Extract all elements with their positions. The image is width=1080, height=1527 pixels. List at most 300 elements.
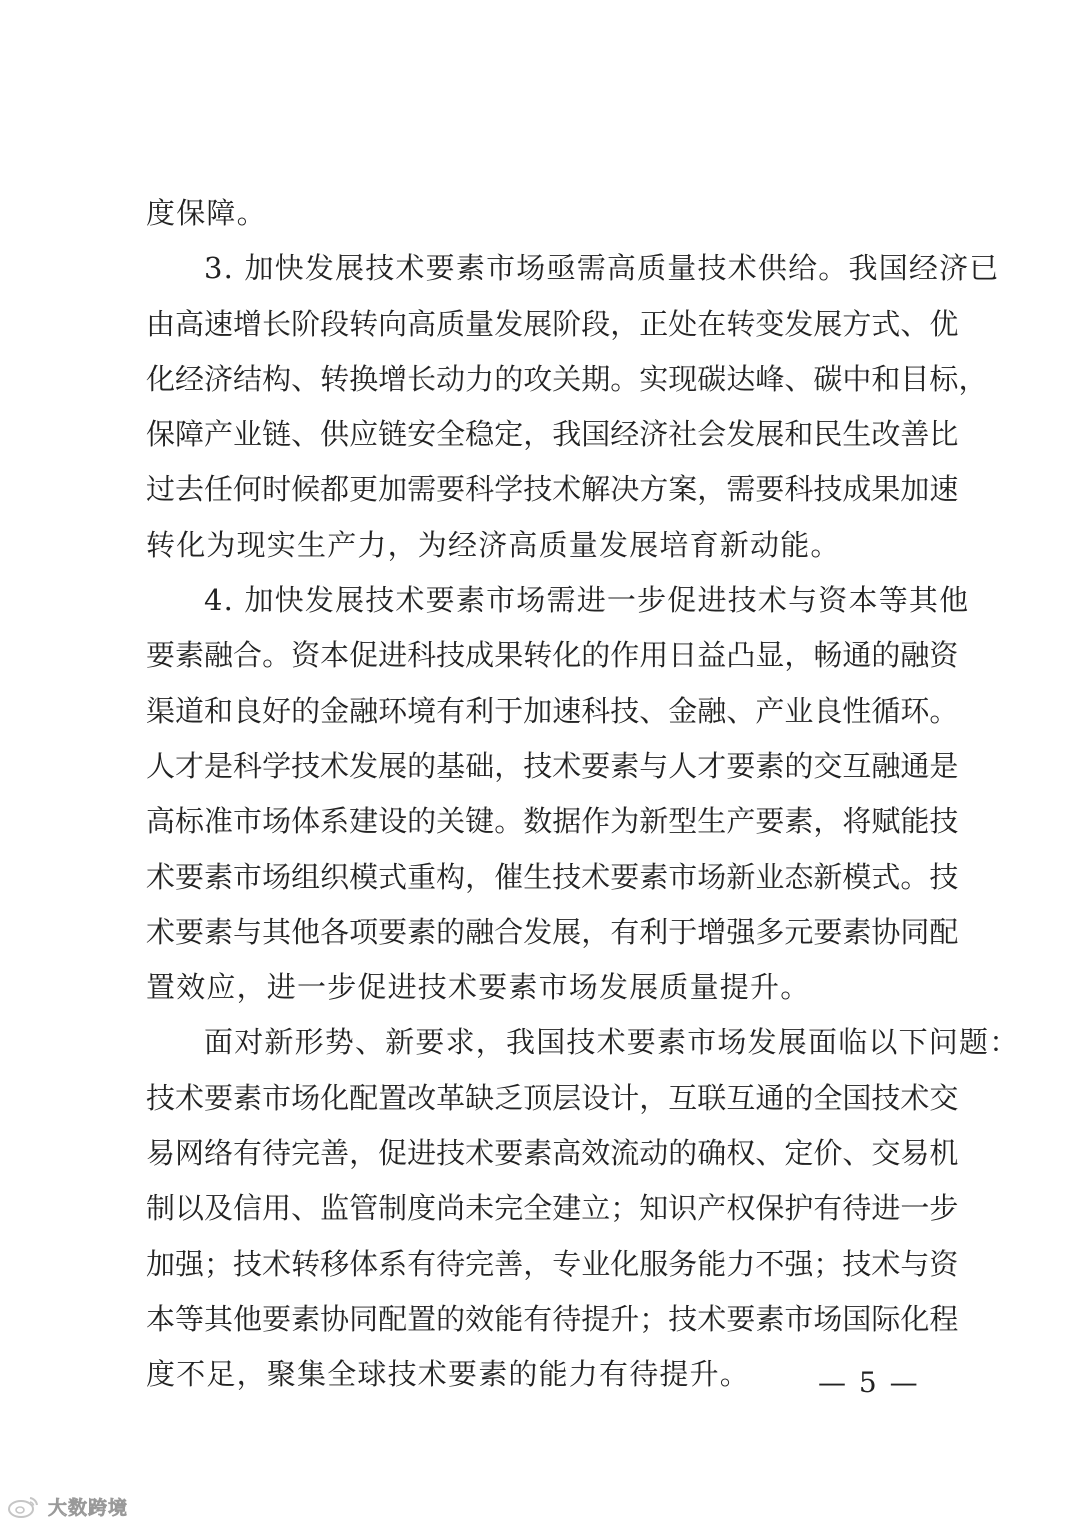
text-char: 知 bbox=[639, 1191, 669, 1226]
text-char: 科 bbox=[465, 472, 495, 507]
text-char: 准 bbox=[204, 804, 234, 839]
text-char: 技 bbox=[842, 1246, 872, 1281]
text-char: 术 bbox=[552, 748, 582, 783]
text-char: 础 bbox=[465, 748, 495, 783]
text-char: 案 bbox=[668, 472, 698, 507]
text-char: ， bbox=[494, 748, 524, 783]
text-char: 实 bbox=[639, 361, 669, 396]
text-char: 场 bbox=[291, 1080, 321, 1115]
text-char: 方 bbox=[842, 306, 872, 341]
text-char: 良 bbox=[813, 693, 843, 728]
text-char: 换 bbox=[349, 361, 379, 396]
text-char: 峰 bbox=[755, 361, 785, 396]
text-line bbox=[146, 794, 959, 849]
text-char: 术 bbox=[697, 1301, 727, 1336]
text-char: 、 bbox=[784, 361, 814, 396]
text-char: 要 bbox=[146, 638, 176, 673]
text-char: 。 bbox=[494, 804, 524, 839]
text-char: 的 bbox=[871, 638, 901, 673]
text-char: 民 bbox=[813, 417, 843, 452]
text-char: 乏 bbox=[494, 1080, 524, 1115]
text-char: 网 bbox=[175, 1136, 205, 1171]
text-char: 态 bbox=[784, 859, 814, 894]
text-char: 成 bbox=[465, 638, 495, 673]
text-char: 要 bbox=[755, 472, 785, 507]
text-char: 环 bbox=[900, 693, 930, 728]
text-char: 构 bbox=[436, 859, 466, 894]
text-char: 生 bbox=[842, 417, 872, 452]
text-char: 成 bbox=[842, 472, 872, 507]
text-char: 展 bbox=[813, 306, 843, 341]
text-char: 素 bbox=[755, 748, 785, 783]
text-char: 信 bbox=[233, 1191, 263, 1226]
text-char: 要 bbox=[726, 748, 756, 783]
text-char: 好 bbox=[262, 693, 292, 728]
text-char: 交 bbox=[871, 1136, 901, 1171]
text-char: 术 bbox=[262, 1246, 292, 1281]
text-char: 达 bbox=[726, 361, 756, 396]
text-char: 目 bbox=[900, 361, 930, 396]
text-char: 融 bbox=[465, 914, 495, 949]
text-char: 市 bbox=[233, 804, 263, 839]
text-char: 发 bbox=[784, 306, 814, 341]
text-char: 促 bbox=[378, 1136, 408, 1171]
text-char: 链 bbox=[262, 417, 292, 452]
text-char: 要 bbox=[813, 914, 843, 949]
text-char: 经 bbox=[610, 417, 640, 452]
text-char: 。 bbox=[900, 859, 930, 894]
text-char: 业 bbox=[784, 693, 814, 728]
text-char: 待 bbox=[842, 1191, 872, 1226]
text-char: 的 bbox=[668, 1136, 698, 1171]
text-char: 加 bbox=[378, 472, 408, 507]
text-char: 系 bbox=[378, 1246, 408, 1281]
text-char: 质 bbox=[436, 306, 466, 341]
text-line: 置效应，进一步促进技术要素市场发展质量提升。 bbox=[146, 970, 811, 1005]
text-char: 发 bbox=[726, 417, 756, 452]
text-char: 其 bbox=[204, 1301, 234, 1336]
text-char: 阶 bbox=[552, 306, 582, 341]
text-char: 用 bbox=[262, 1191, 292, 1226]
text-char: 速 bbox=[929, 472, 959, 507]
text-char: 制 bbox=[146, 1191, 176, 1226]
text-char: 于 bbox=[668, 914, 698, 949]
text-char: 化 bbox=[552, 638, 582, 673]
text-char: 技 bbox=[929, 859, 959, 894]
text-char: 互 bbox=[842, 748, 872, 783]
text-char: 高 bbox=[175, 306, 205, 341]
text-char: 安 bbox=[407, 417, 437, 452]
text-char: 国 bbox=[842, 1301, 872, 1336]
text-char: 展 bbox=[552, 914, 582, 949]
text-char: 技 bbox=[436, 638, 466, 673]
text-char: 国 bbox=[842, 1080, 872, 1115]
text-char: 服 bbox=[639, 1246, 669, 1281]
text-char: 完 bbox=[494, 1191, 524, 1226]
text-char: 解 bbox=[581, 472, 611, 507]
text-char: 监 bbox=[320, 1191, 350, 1226]
text-line bbox=[146, 462, 959, 517]
text-char: 技 bbox=[233, 1246, 263, 1281]
text-line bbox=[146, 1237, 959, 1292]
text-char: 有 bbox=[407, 1246, 437, 1281]
text-char: 定 bbox=[784, 1136, 814, 1171]
text-char: 顶 bbox=[523, 1080, 553, 1115]
text-char: 动 bbox=[436, 361, 466, 396]
text-char: 有 bbox=[233, 1136, 263, 1171]
text-char: 技 bbox=[871, 1080, 901, 1115]
text-char: 要 bbox=[581, 748, 611, 783]
text-char: 标 bbox=[929, 361, 959, 396]
text-char: 、 bbox=[755, 1136, 785, 1171]
text-char: 流 bbox=[610, 1136, 640, 1171]
text-char: 是 bbox=[204, 748, 234, 783]
watermark-text: 大数跨境 bbox=[48, 1496, 129, 1519]
text-char: 生 bbox=[697, 804, 727, 839]
text-char: 技 bbox=[610, 693, 640, 728]
text-char: 任 bbox=[204, 472, 234, 507]
text-char: 强 bbox=[784, 1246, 814, 1281]
text-char: 加 bbox=[146, 1246, 176, 1281]
text-char: 、 bbox=[291, 417, 321, 452]
text-char: 术 bbox=[900, 1080, 930, 1115]
text-char: 国 bbox=[581, 417, 611, 452]
text-char: 境 bbox=[407, 693, 437, 728]
text-char: 学 bbox=[494, 472, 524, 507]
text-char: 、 bbox=[291, 361, 321, 396]
text-char: 处 bbox=[668, 306, 698, 341]
text-char: 转 bbox=[726, 306, 756, 341]
text-char: 发 bbox=[494, 306, 524, 341]
text-char: 学 bbox=[262, 748, 292, 783]
text-char: 转 bbox=[320, 361, 350, 396]
text-char: 际 bbox=[871, 1301, 901, 1336]
text-char: 素 bbox=[407, 914, 437, 949]
text-char: 技 bbox=[291, 748, 321, 783]
text-char: 进 bbox=[871, 1191, 901, 1226]
text-char: 重 bbox=[407, 859, 437, 894]
text-char: 作 bbox=[581, 804, 611, 839]
text-char: 融 bbox=[349, 693, 379, 728]
text-char: 等 bbox=[175, 1301, 205, 1336]
text-char: 生 bbox=[523, 859, 553, 894]
text-char: 术 bbox=[581, 859, 611, 894]
text-char: 的 bbox=[581, 638, 611, 673]
text-char: 术 bbox=[175, 1080, 205, 1115]
text-char: 高 bbox=[146, 804, 176, 839]
text-char: 资 bbox=[291, 638, 321, 673]
text-char: 加 bbox=[900, 472, 930, 507]
text-line: 度保障。 bbox=[146, 196, 267, 230]
text-char: ， bbox=[958, 361, 988, 396]
text-line bbox=[146, 850, 959, 905]
text-char: 的 bbox=[407, 804, 437, 839]
text-char: ， bbox=[349, 1136, 379, 1171]
text-char: 的 bbox=[436, 1301, 466, 1336]
text-char: 中 bbox=[842, 361, 872, 396]
text-char: 优 bbox=[929, 306, 959, 341]
text-char: 协 bbox=[871, 914, 901, 949]
text-char: 段 bbox=[320, 306, 350, 341]
text-line bbox=[146, 297, 959, 352]
text-char: ； bbox=[813, 1246, 843, 1281]
text-char: 进 bbox=[407, 1136, 437, 1171]
text-char: 各 bbox=[320, 914, 350, 949]
text-char: 管 bbox=[349, 1191, 379, 1226]
text-char: 式 bbox=[378, 859, 408, 894]
text-char: 作 bbox=[610, 638, 640, 673]
text-char: 立 bbox=[581, 1191, 611, 1226]
text-char: 术 bbox=[146, 859, 176, 894]
text-char: 建 bbox=[552, 1191, 582, 1226]
text-char: 新 bbox=[639, 804, 669, 839]
text-char: ； bbox=[204, 1246, 234, 1281]
text-char: 我 bbox=[552, 417, 582, 452]
text-char: 元 bbox=[784, 914, 814, 949]
text-char: 产 bbox=[755, 693, 785, 728]
text-char: 果 bbox=[871, 472, 901, 507]
text-char: 络 bbox=[204, 1136, 234, 1171]
text-char: 去 bbox=[175, 472, 205, 507]
text-char: 于 bbox=[494, 693, 524, 728]
text-char: 要 bbox=[378, 914, 408, 949]
weibo-logo-icon bbox=[6, 1493, 42, 1519]
text-char: 金 bbox=[320, 693, 350, 728]
text-char: 济 bbox=[204, 361, 234, 396]
text-char: 是 bbox=[929, 748, 959, 783]
text-line bbox=[146, 352, 988, 407]
text-char: 转 bbox=[523, 638, 553, 673]
text-char: 科 bbox=[784, 472, 814, 507]
watermark bbox=[6, 1492, 128, 1520]
text-char: 障 bbox=[175, 417, 205, 452]
text-char: 键 bbox=[465, 804, 495, 839]
text-line bbox=[146, 905, 959, 960]
text-char: 展 bbox=[755, 417, 785, 452]
text-char: 进 bbox=[378, 638, 408, 673]
text-char: 协 bbox=[320, 1301, 350, 1336]
text-char: 术 bbox=[871, 1246, 901, 1281]
text-char: 正 bbox=[639, 306, 669, 341]
text-char: 场 bbox=[262, 859, 292, 894]
text-char: ， bbox=[581, 914, 611, 949]
text-char: 经 bbox=[175, 361, 205, 396]
text-char: 与 bbox=[233, 914, 263, 949]
text-char: 变 bbox=[755, 306, 785, 341]
text-char: 化 bbox=[900, 1301, 930, 1336]
text-char: 更 bbox=[349, 472, 379, 507]
text-line bbox=[146, 628, 959, 683]
page-number: — 5 — bbox=[818, 1366, 920, 1399]
text-char: 增 bbox=[697, 914, 727, 949]
text-char: 循 bbox=[871, 693, 901, 728]
text-char: 关 bbox=[552, 361, 582, 396]
text-char: 资 bbox=[929, 1246, 959, 1281]
text-char: 需 bbox=[726, 472, 756, 507]
text-char: 术 bbox=[552, 472, 582, 507]
text-char: 由 bbox=[146, 306, 176, 341]
text-char: 性 bbox=[842, 693, 872, 728]
text-char: 与 bbox=[900, 1246, 930, 1281]
text-char: 能 bbox=[697, 1246, 727, 1281]
text-char: 步 bbox=[929, 1191, 959, 1226]
text-line: 3. 加快发展技术要素市场亟需高质量技术供给。我国经济已 bbox=[204, 251, 1000, 286]
text-char: ， bbox=[813, 804, 843, 839]
text-char: 本 bbox=[320, 638, 350, 673]
text-char: 为 bbox=[610, 804, 640, 839]
text-char: 碳 bbox=[813, 361, 843, 396]
text-char: 要 bbox=[436, 472, 466, 507]
text-char: 易 bbox=[146, 1136, 176, 1171]
text-char: 链 bbox=[378, 417, 408, 452]
text-char: 利 bbox=[465, 693, 495, 728]
text-char: 加 bbox=[523, 693, 553, 728]
text-char: 标 bbox=[175, 804, 205, 839]
text-line: 度不足，聚集全球技术要素的能力有待提升。 bbox=[146, 1357, 751, 1392]
text-char: 高 bbox=[552, 1136, 582, 1171]
text-char: 待 bbox=[262, 1136, 292, 1171]
text-char: 通 bbox=[755, 1080, 785, 1115]
text-char: 会 bbox=[697, 417, 727, 452]
text-char: 新 bbox=[726, 859, 756, 894]
text-char: 及 bbox=[204, 1191, 234, 1226]
text-char: 速 bbox=[204, 306, 234, 341]
text-char: 增 bbox=[378, 361, 408, 396]
text-char: ， bbox=[523, 1246, 553, 1281]
text-char: 过 bbox=[146, 472, 176, 507]
text-char: 多 bbox=[755, 914, 785, 949]
text-char: 革 bbox=[436, 1080, 466, 1115]
text-char: 素 bbox=[233, 1080, 263, 1115]
text-char: 化 bbox=[320, 1080, 350, 1115]
text-char: 长 bbox=[407, 361, 437, 396]
text-char: 素 bbox=[204, 914, 234, 949]
text-char: 新 bbox=[813, 859, 843, 894]
text-char: 金 bbox=[668, 693, 698, 728]
text-char: 配 bbox=[929, 914, 959, 949]
text-char: 技 bbox=[668, 1301, 698, 1336]
text-char: 转 bbox=[349, 306, 379, 341]
text-char: ， bbox=[697, 472, 727, 507]
text-char: 。 bbox=[610, 361, 640, 396]
text-char: 素 bbox=[842, 914, 872, 949]
text-char: 术 bbox=[320, 748, 350, 783]
text-char: ， bbox=[784, 638, 814, 673]
text-char: 专 bbox=[552, 1246, 582, 1281]
text-char: 模 bbox=[349, 859, 379, 894]
text-char: 融 bbox=[204, 638, 234, 673]
text-char: 化 bbox=[610, 1246, 640, 1281]
text-char: 业 bbox=[581, 1246, 611, 1281]
text-char: 确 bbox=[697, 1136, 727, 1171]
text-char: 要 bbox=[610, 859, 640, 894]
text-char: 要 bbox=[175, 859, 205, 894]
text-char: 速 bbox=[552, 693, 582, 728]
text-char: 技 bbox=[436, 1136, 466, 1171]
text-char: 在 bbox=[697, 306, 727, 341]
text-char: 量 bbox=[465, 306, 495, 341]
text-char: 科 bbox=[581, 693, 611, 728]
text-char: ， bbox=[610, 306, 640, 341]
text-char: 设 bbox=[581, 1080, 611, 1115]
text-char: 市 bbox=[668, 859, 698, 894]
text-char: 结 bbox=[233, 361, 263, 396]
text-char: 渠 bbox=[146, 693, 176, 728]
text-char: 互 bbox=[668, 1080, 698, 1115]
text-char: 项 bbox=[349, 914, 379, 949]
text-char: 能 bbox=[494, 1301, 524, 1336]
text-char: 。 bbox=[262, 638, 292, 673]
text-char: 益 bbox=[697, 638, 727, 673]
text-char: 据 bbox=[552, 804, 582, 839]
text-char: 和 bbox=[784, 417, 814, 452]
text-char: 显 bbox=[755, 638, 785, 673]
text-char: 济 bbox=[639, 417, 669, 452]
text-char: 改 bbox=[871, 417, 901, 452]
text-char: 素 bbox=[755, 1301, 785, 1336]
text-char: 他 bbox=[233, 1301, 263, 1336]
text-char: 层 bbox=[552, 1080, 582, 1115]
text-char: 何 bbox=[233, 472, 263, 507]
text-char: 产 bbox=[697, 1191, 727, 1226]
text-char: 术 bbox=[465, 1136, 495, 1171]
text-char: 向 bbox=[378, 306, 408, 341]
text-char: 要 bbox=[204, 1080, 234, 1115]
text-char: 全 bbox=[813, 1080, 843, 1115]
text-char: 动 bbox=[639, 1136, 669, 1171]
text-char: 体 bbox=[349, 1246, 379, 1281]
text-char: 构 bbox=[262, 361, 292, 396]
text-char: 通 bbox=[900, 748, 930, 783]
text-char: 机 bbox=[929, 1136, 959, 1171]
text-char: 市 bbox=[784, 1301, 814, 1336]
text-char: 全 bbox=[436, 417, 466, 452]
text-char: 制 bbox=[378, 1191, 408, 1226]
text-char: 识 bbox=[668, 1191, 698, 1226]
text-char: 素 bbox=[175, 638, 205, 673]
text-char: 善 bbox=[320, 1136, 350, 1171]
text-char: 阶 bbox=[291, 306, 321, 341]
text-char: 的 bbox=[436, 914, 466, 949]
text-char: 、 bbox=[842, 1136, 872, 1171]
text-char: 度 bbox=[407, 1191, 437, 1226]
text-char: ， bbox=[639, 1080, 669, 1115]
text-char: 完 bbox=[291, 1136, 321, 1171]
document-body bbox=[146, 186, 1020, 1403]
text-char: 数 bbox=[523, 804, 553, 839]
text-char: 化 bbox=[146, 361, 176, 396]
text-char: 碳 bbox=[697, 361, 727, 396]
text-char: 产 bbox=[204, 417, 234, 452]
text-char: 交 bbox=[813, 748, 843, 783]
text-char: 融 bbox=[697, 693, 727, 728]
text-char: 素 bbox=[523, 1136, 553, 1171]
text-char: 科 bbox=[233, 748, 263, 783]
text-char: 善 bbox=[900, 417, 930, 452]
text-char: 置 bbox=[407, 1301, 437, 1336]
text-char: 定 bbox=[494, 417, 524, 452]
text-line bbox=[146, 739, 959, 794]
text-char: 联 bbox=[697, 1080, 727, 1115]
text-char: 的 bbox=[784, 1080, 814, 1115]
text-char: 时 bbox=[262, 472, 292, 507]
text-char: 有 bbox=[610, 914, 640, 949]
text-char: 素 bbox=[204, 859, 234, 894]
text-char: 良 bbox=[233, 693, 263, 728]
text-char: 资 bbox=[929, 638, 959, 673]
text-char: 配 bbox=[349, 1080, 379, 1115]
text-char: 保 bbox=[755, 1191, 785, 1226]
